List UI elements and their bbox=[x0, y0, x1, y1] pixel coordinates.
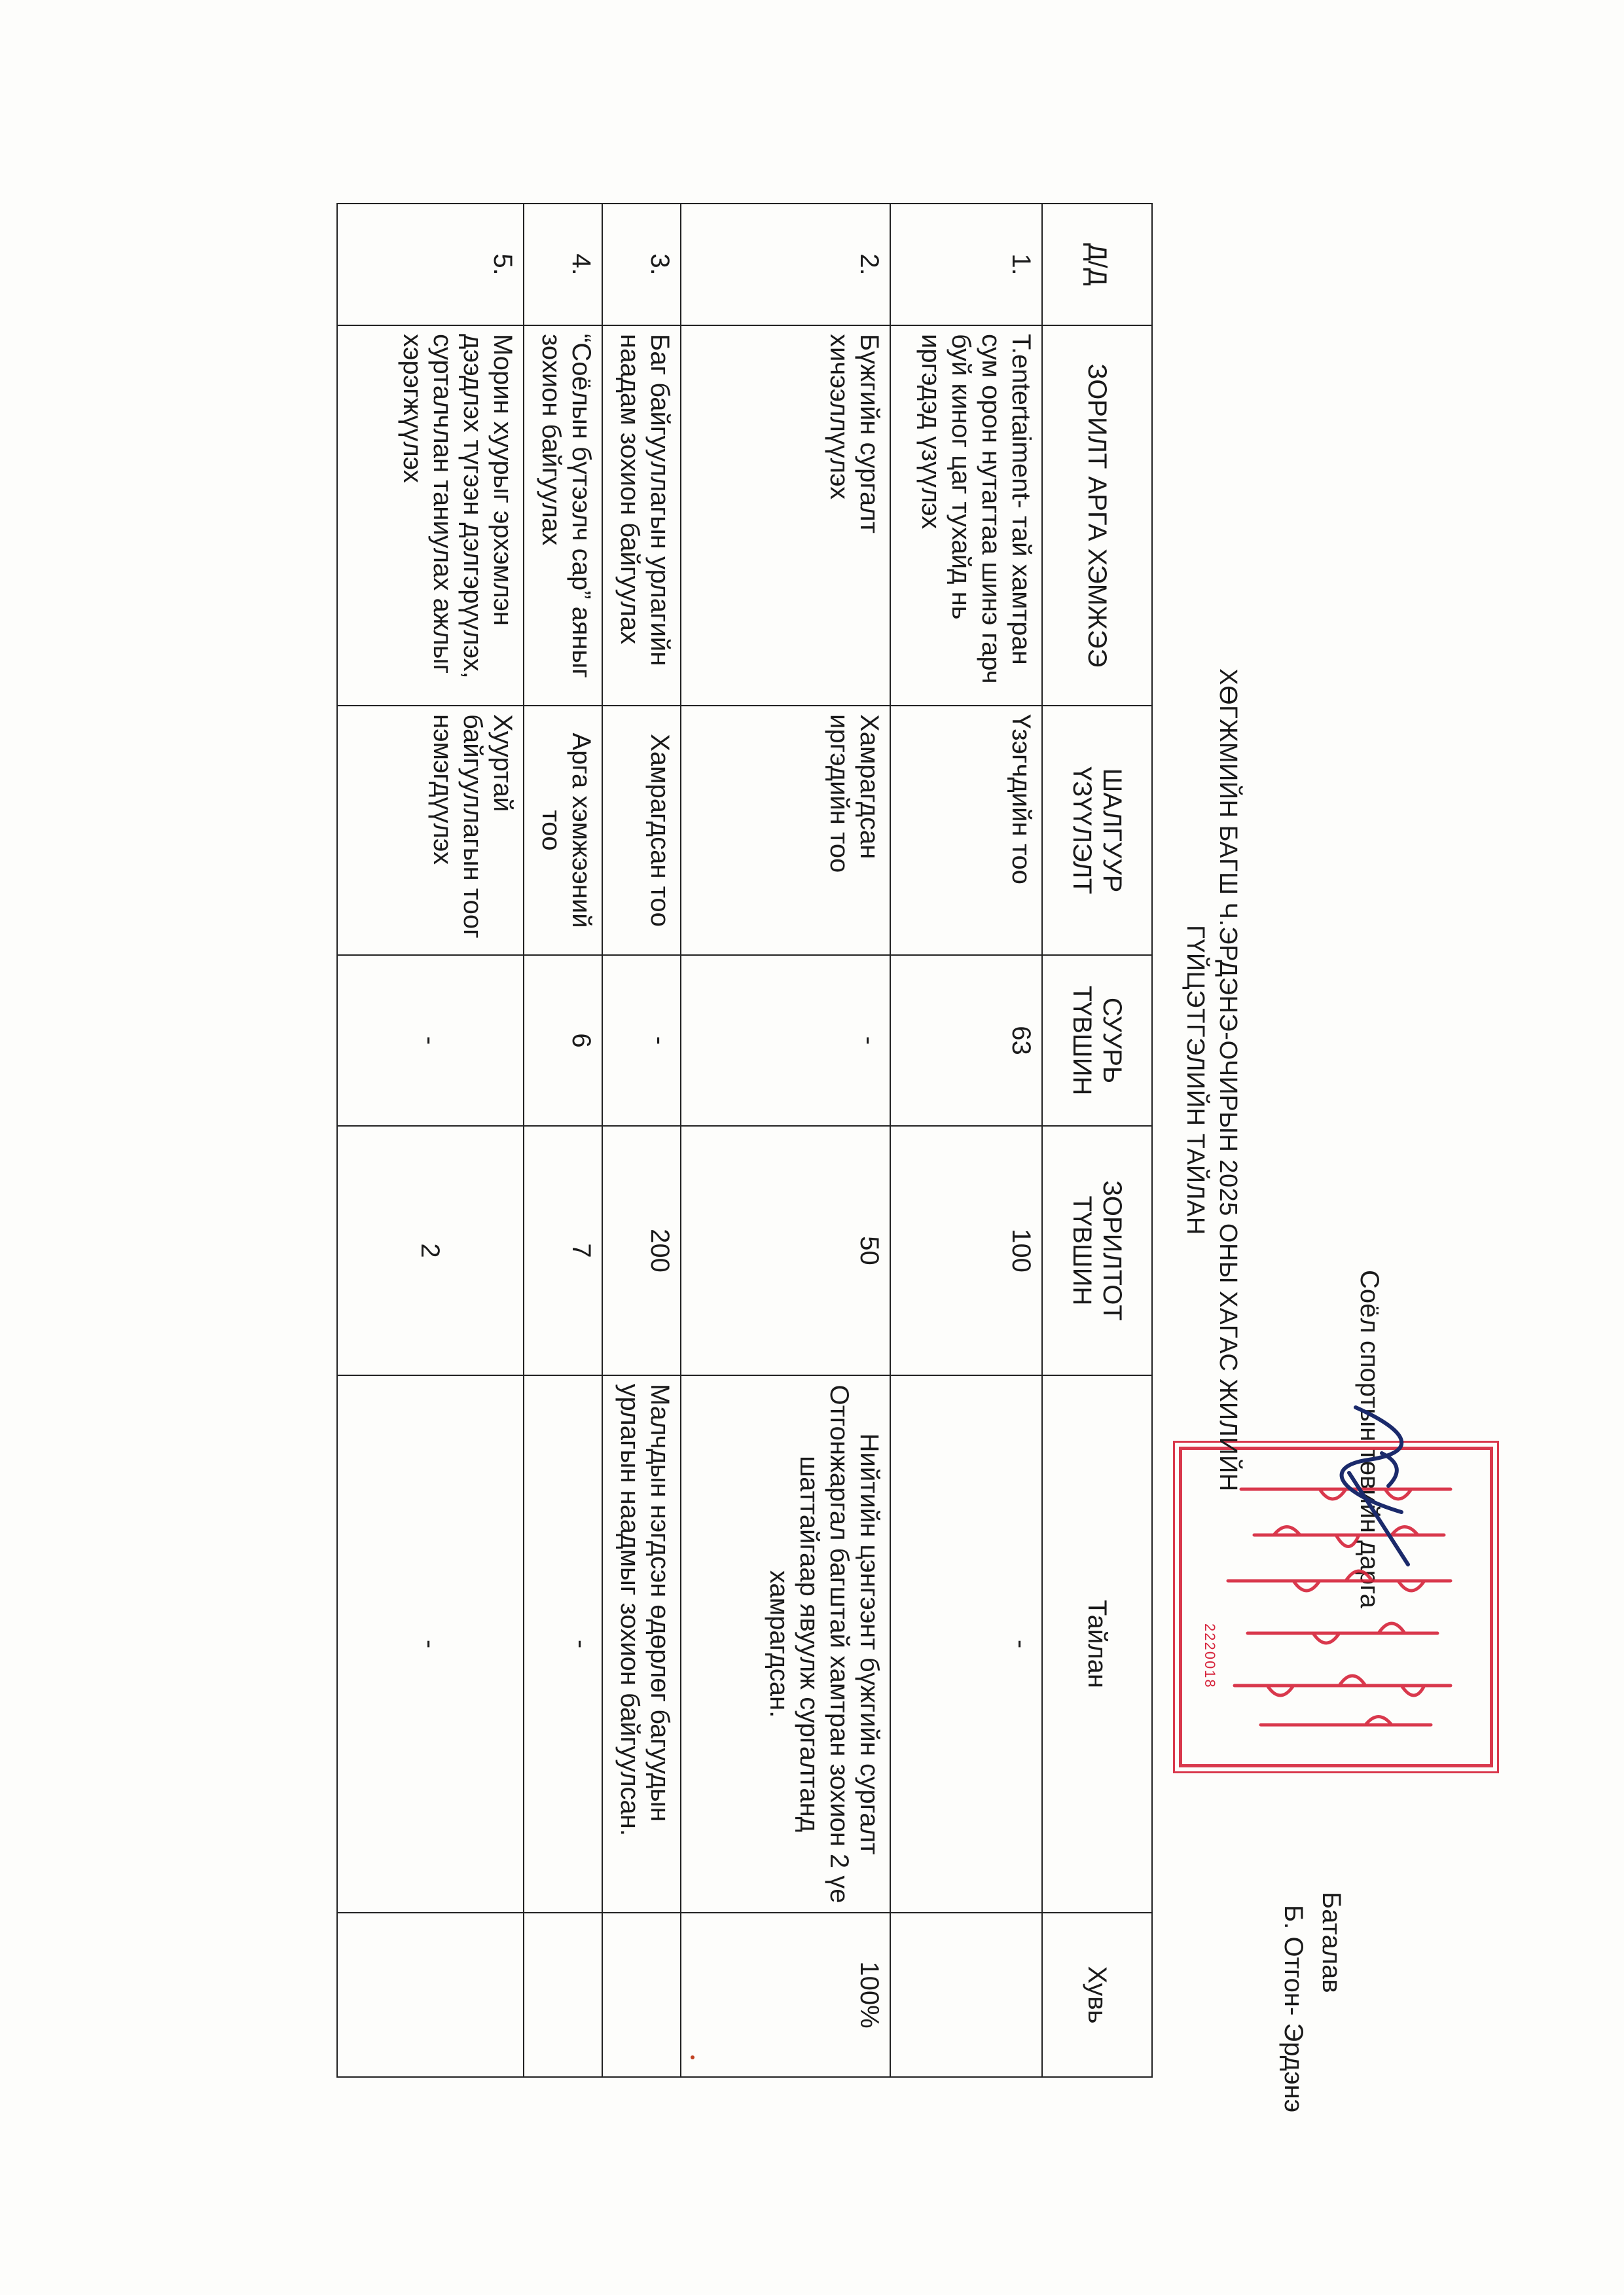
row-criteria: Хамрагдсан тоо bbox=[602, 706, 681, 955]
title-line-1: ХӨГЖМИЙН БАГШ Ч.ЭРДЭНЭ-ОЧИРЫН 2025 ОНЫ ХАГАС ЖИЛИЙН bbox=[1214, 668, 1242, 1492]
header-no: Д/Д bbox=[1042, 204, 1152, 325]
row-no: 4. bbox=[524, 204, 602, 325]
row-percent bbox=[524, 1913, 602, 2077]
row-percent bbox=[602, 1913, 681, 2077]
document-title bbox=[1179, 196, 1244, 1964]
table-row bbox=[337, 204, 524, 2077]
row-base: - bbox=[337, 955, 524, 1126]
row-target: 200 bbox=[602, 1126, 681, 1375]
row-target: 7 bbox=[524, 1126, 602, 1375]
row-target: 2 bbox=[337, 1126, 524, 1375]
row-target: 100 bbox=[890, 1126, 1042, 1375]
row-target: 50 bbox=[681, 1126, 890, 1375]
table-row bbox=[602, 204, 681, 2077]
signature bbox=[1329, 1394, 1428, 1578]
header-percent: Хувь bbox=[1042, 1913, 1152, 2077]
row-base: 63 bbox=[890, 955, 1042, 1126]
row-percent bbox=[337, 1913, 524, 2077]
row-criteria: Үзэгчдийн тоо bbox=[890, 706, 1042, 955]
row-percent bbox=[890, 1913, 1042, 2077]
row-percent: 100% bbox=[681, 1913, 890, 2077]
row-base: - bbox=[602, 955, 681, 1126]
row-no: 1. bbox=[890, 204, 1042, 325]
row-report: - bbox=[337, 1375, 524, 1913]
row-base: - bbox=[681, 955, 890, 1126]
row-no: 5. bbox=[337, 204, 524, 325]
header-report: Тайлан bbox=[1042, 1375, 1152, 1913]
approval-name: Б. Отгон- Эрдэнэ bbox=[1279, 1905, 1308, 2113]
row-criteria: Хууртай байгууллагын тоог нэмэгдүүлэх bbox=[337, 706, 524, 955]
header-criteria: ШАЛГУУР ҮЗҮҮЛЭЛТ bbox=[1042, 706, 1152, 955]
row-no: 2. bbox=[681, 204, 890, 325]
approval-position: Соёл спортын төвийн дарга bbox=[1355, 1270, 1384, 1608]
header-task: ЗОРИЛТ АРГА ХЭМЖЭЭ bbox=[1042, 325, 1152, 706]
row-report: Малчдын нэгдсэн өдөрлөг багуудын урлагын наадмыг зохион байгуулсан. bbox=[602, 1375, 681, 1913]
title-line-2: ГҮЙЦЭТГЭЛИЙН ТАЙЛАН bbox=[1182, 925, 1209, 1235]
table-header-row bbox=[1042, 204, 1152, 2077]
header-base: СУУРЬ ТҮВШИН bbox=[1042, 955, 1152, 1126]
row-task: “Соёлын бүтээлч сар” аяныг зохион байгуулах bbox=[524, 325, 602, 706]
row-base: 6 bbox=[524, 955, 602, 1126]
row-criteria: Арга хэмжээний тоо bbox=[524, 706, 602, 955]
approval-approved: Баталав bbox=[1317, 1892, 1346, 1993]
row-report: - bbox=[890, 1375, 1042, 1913]
scan-speck bbox=[691, 2055, 695, 2059]
table-row bbox=[524, 204, 602, 2077]
row-task: Баг байгууллагын урлагийн наадам зохион байгуулах bbox=[602, 325, 681, 706]
table-row bbox=[890, 204, 1042, 2077]
report-table bbox=[336, 203, 1153, 2078]
row-task: T.entertaiment- тай хамтран сум орон нутагтаа шинэ гарч буй киног цаг тухайд нь иргэдэд үзүүлэх bbox=[890, 325, 1042, 706]
row-report: Нийтийн цэнгээнт бүжгийн сургалт Отгонжаргал багштай хамтран зохион 2 үе шаттайгаар явуулж сургалтанд хамрагдсан. bbox=[681, 1375, 890, 1913]
row-no: 3. bbox=[602, 204, 681, 325]
row-task: Морин хуурыг эрхэмлэн дээдлэх түгээн дэлгэрүүлэх, сурталчлан таниулах ажлыг хэрэгжүүлэх bbox=[337, 325, 524, 706]
row-criteria: Хамрагдсан иргэдийн тоо bbox=[681, 706, 890, 955]
table-row bbox=[681, 204, 890, 2077]
row-report: - bbox=[524, 1375, 602, 1913]
row-task: Бүжгийн сургалт хичээллүүлэх bbox=[681, 325, 890, 706]
stamp-code: 2220018 bbox=[1202, 1623, 1218, 1689]
header-target: ЗОРИЛТОТ ТҮВШИН bbox=[1042, 1126, 1152, 1375]
